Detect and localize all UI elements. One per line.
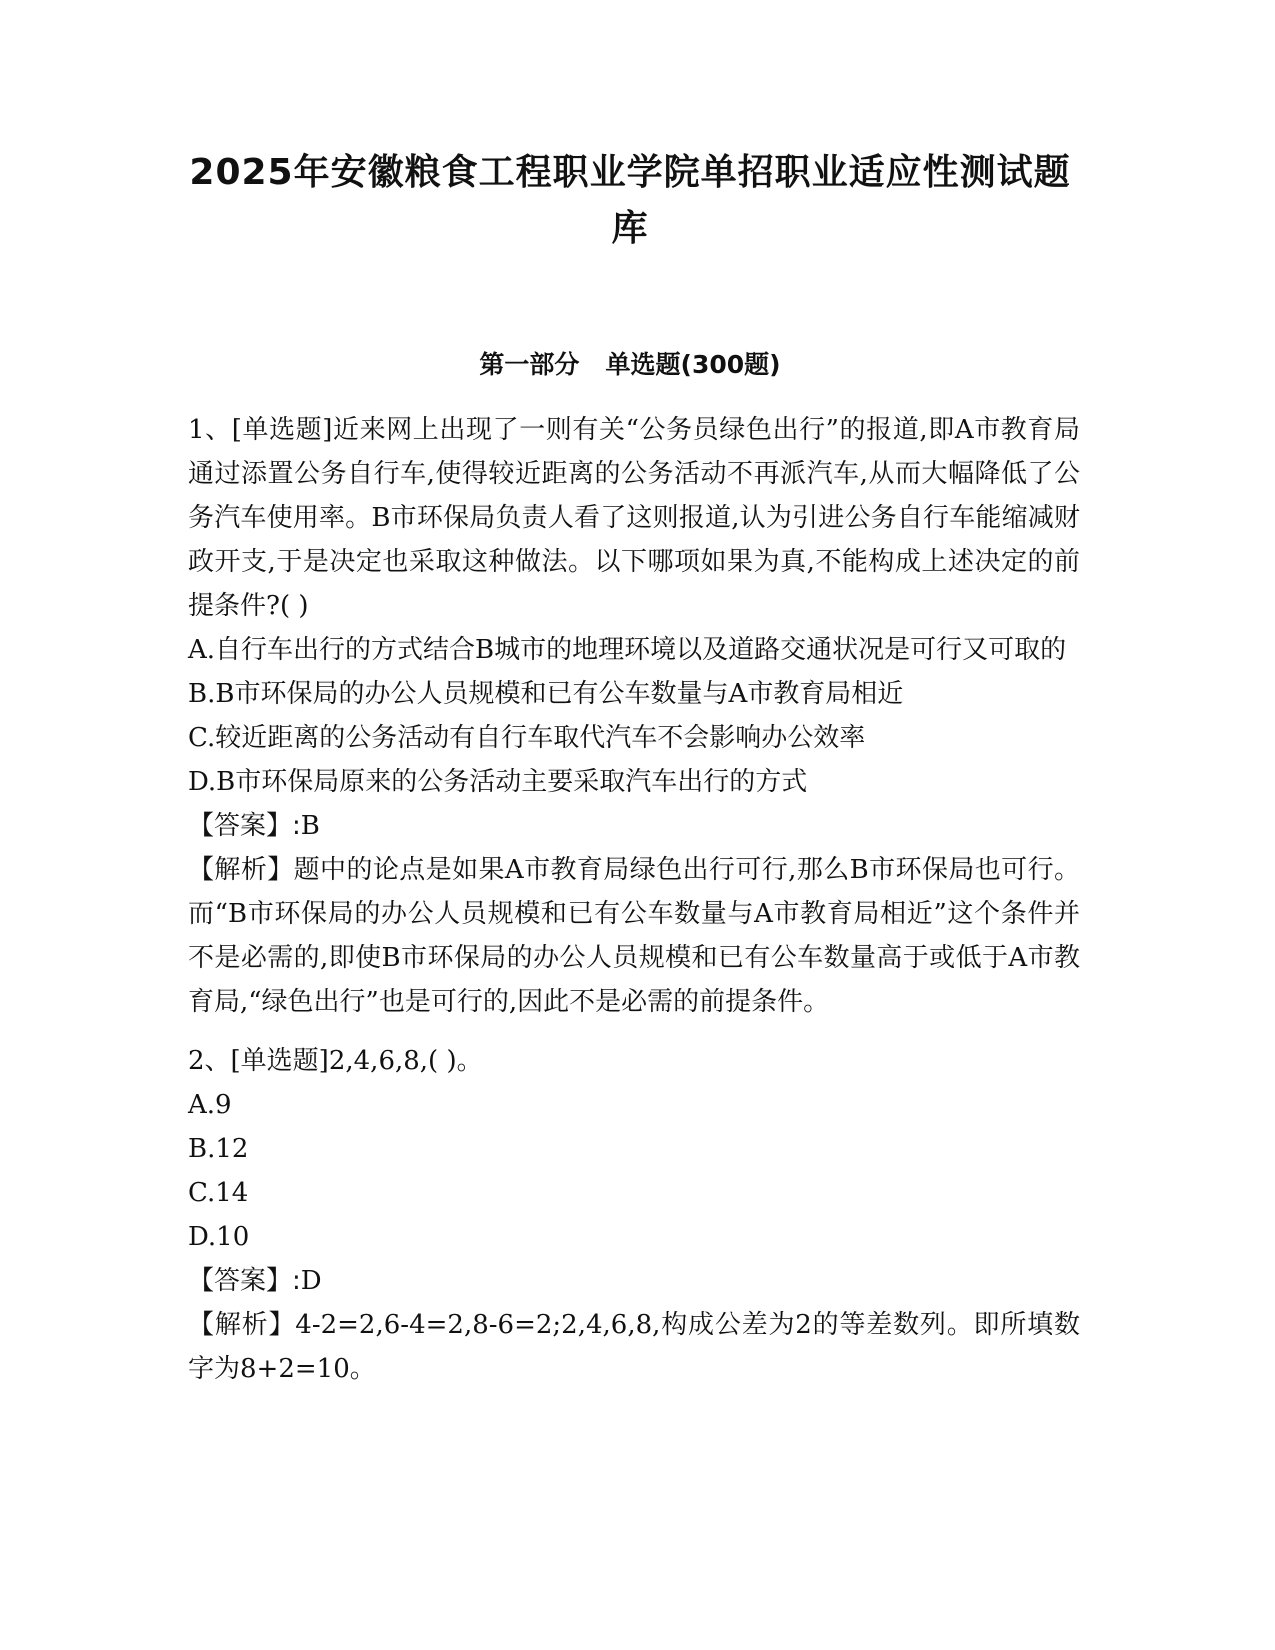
section-heading: 第一部分 单选题(300题) — [479, 350, 781, 379]
analysis-paragraph — [188, 1303, 1080, 1391]
question-stem: 2、[单选题]2,4,6,8,( )。 — [188, 1046, 483, 1076]
option-a: A.自行车出行的方式结合B城市的地理环境以及道路交通状况是可行又可取的 — [188, 635, 1067, 665]
option-c: C.较近距离的公务活动有自行车取代汽车不会影响办公效率 — [188, 723, 866, 753]
analysis-paragraph — [188, 848, 1080, 1024]
option-b: B.12 — [188, 1134, 249, 1164]
analysis-label: 【解析】 — [188, 1310, 296, 1340]
question-2 — [188, 1039, 1080, 1391]
document-title — [180, 145, 1080, 257]
answer-line — [188, 1259, 1080, 1303]
analysis-text: 4-2=2,6-4=2,8-6=2;2,4,6,8,构成公差为2的等差数列。即所填数字为8+2=10。 — [188, 1310, 1080, 1384]
option-d: D.10 — [188, 1222, 250, 1252]
title-line-2: 库 — [611, 208, 649, 249]
analysis-text: 题中的论点是如果A市教育局绿色出行可行,那么B市环保局也可行。而“B市环保局的办公人员规模和已有公车数量与A市教育局相近”这个条件并不是必需的,即使B市环保局的办公人员规模和已有公车数量高于或低于A市教育局,“绿色出行”也是可行的,因此不是必需的前提条件。 — [188, 855, 1080, 1017]
analysis-label: 【解析】 — [188, 855, 294, 885]
title-line-1: 2025年安徽粮食工程职业学院单招职业适应性测试题 — [189, 152, 1071, 193]
option-a: A.9 — [188, 1090, 232, 1120]
answer-line — [188, 804, 1080, 848]
answer-value: D — [300, 1266, 322, 1296]
option-b: B.B市环保局的办公人员规模和已有公车数量与A市教育局相近 — [188, 679, 904, 709]
option-c: C.14 — [188, 1178, 249, 1208]
answer-label: 【答案】: — [188, 1266, 301, 1296]
option-d: D.B市环保局原来的公务活动主要采取汽车出行的方式 — [188, 767, 808, 797]
answer-value: B — [300, 811, 320, 841]
question-1 — [188, 408, 1080, 1024]
question-stem: 1、[单选题]近来网上出现了一则有关“公务员绿色出行”的报道,即A市教育局通过添置公务自行车,使得较近距离的公务活动不再派汽车,从而大幅降低了公务汽车使用率。B市环保局负责人看了这则报道,认为引进公务自行车能缩减财政开支,于是决定也采取这种做法。以下哪项如果为真,不能构成上述决定的前提条件?( ) — [188, 415, 1080, 621]
answer-label: 【答案】: — [188, 811, 301, 841]
question-list — [188, 408, 1080, 1406]
